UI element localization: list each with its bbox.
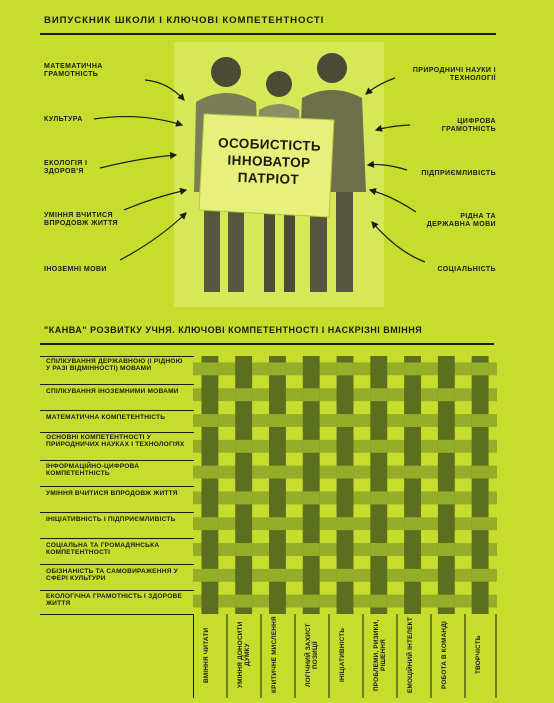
weave-crossing [337,466,354,479]
row-label: ОБІЗНАНІСТЬ ТА САМОВИРАЖЕННЯ У СФЕРІ КУЛЬТУРИ [46,568,178,583]
weave-crossing [235,440,252,453]
weave-crossing [438,388,455,401]
arrow-math [145,80,184,100]
arrow-sciences [366,78,395,94]
weave-crossing [235,388,252,401]
weave-crossing [370,388,387,401]
column-label: ЛОГІЧНИЙ ЗАХИСТ ПОЗИЦІЇ [305,623,320,687]
weave-crossing [404,517,421,530]
weave-crossing [472,569,489,582]
weave-crossing [370,440,387,453]
sign-line-2: ІННОВАТОР [227,152,311,171]
weave-crossing [404,362,421,375]
weave-crossing [303,595,320,608]
weave-crossing [303,543,320,556]
row-label: СПІЛКУВАННЯ ІНОЗЕМНИМИ МОВАМИ [46,388,179,395]
section-title-graduate: ВИПУСКНИК ШКОЛИ І КЛЮЧОВІ КОМПЕТЕНТНОСТІ [44,15,325,26]
section-title-canvas: "КАНВА" РОЗВИТКУ УЧНЯ. КЛЮЧОВІ КОМПЕТЕНТНОСТІ І НАСКРІЗНІ ВМІННЯ [44,325,423,335]
column-label: ІНІЦІАТИВНІСТЬ [339,627,346,683]
row-label: ЕКОЛОГІЧНА ГРАМОТНІСТЬ І ЗДОРОВЕ ЖИТТЯ [46,593,183,608]
sign-line-1: ОСОБИСТІСТЬ [217,135,322,154]
weave-crossing [337,414,354,427]
weave-crossing [201,466,218,479]
arrow-ecology [100,155,176,168]
arrow-entrepreneurship [368,165,407,170]
column-label: ВМІННЯ ЧИТАТИ [203,627,210,683]
arrow-culture [94,117,182,125]
weave-crossing [404,414,421,427]
weave-crossing [337,517,354,530]
label-sociality: СОЦІАЛЬНІСТЬ [437,266,496,273]
label-digital-literacy: ЦИФРОВА ГРАМОТНІСТЬ [441,118,496,133]
label-lifelong-learning: УМІННЯ ВЧИТИСЯ ВПРОДОВЖ ЖИТТЯ [44,212,118,227]
label-native-state-language: РІДНА ТА ДЕРЖАВНА МОВИ [426,213,496,228]
arrow-digital [376,125,410,130]
weave-crossing [370,491,387,504]
weave-crossing [370,595,387,608]
row-label: ІНФОРМАЦІЙНО-ЦИФРОВА КОМПЕТЕНТНІСТЬ [46,463,140,478]
column-label: ТВОРЧІСТЬ [475,635,482,675]
weave-crossing [337,362,354,375]
row-label: ІНІЦІАТИВНІСТЬ І ПІДПРИЄМЛИВІСТЬ [46,516,176,523]
column-label: ПРОБЛЕМИ, РИЗИКИ, РІШЕННЯ [373,619,388,691]
row-label: МАТЕМАТИЧНА КОМПЕТЕНТНІСТЬ [46,414,166,421]
weave-crossing [438,543,455,556]
arrow-sociality [372,222,425,262]
arrow-native-language [370,190,416,212]
weave-crossing [201,569,218,582]
row-label: УМІННЯ ВЧИТИСЯ ВПРОДОВЖ ЖИТТЯ [46,490,178,497]
label-ecology-health: ЕКОЛОГІЯ І ЗДОРОВ'Я [44,160,88,175]
weave-crossing [472,362,489,375]
arrow-languages [120,213,186,260]
label-culture: КУЛЬТУРА [44,116,83,123]
weave-crossing [438,595,455,608]
column-label: ЕМОЦІЙНИЙ ІНТЕЛЕКТ [407,616,414,694]
row-label: СОЦІАЛЬНА ТА ГРОМАДЯНСЬКА КОМПЕТЕНТНОСТІ [46,542,160,557]
weave-crossing [438,491,455,504]
divider [40,343,494,345]
weave-crossing [404,466,421,479]
weave-crossing [235,595,252,608]
sign-line-3: ПАТРІОТ [237,169,300,188]
weave-crossing [269,517,286,530]
weave-crossing [472,466,489,479]
weave-crossing [201,362,218,375]
weave-crossing [438,440,455,453]
weave-crossing [235,491,252,504]
row-label: СПІЛКУВАННЯ ДЕРЖАВНОЮ (І РІДНОЮ У РАЗІ ВІДМІННОСТІ) МОВАМИ [46,358,183,373]
column-label: КРИТИЧНЕ МИСЛЕННЯ [271,616,278,694]
weave-crossing [303,388,320,401]
label-entrepreneurship: ПІДПРИЄМЛИВІСТЬ [421,170,496,177]
weave-crossing [337,569,354,582]
weave-crossing [269,414,286,427]
row-label: ОСНОВНІ КОМПЕТЕНТНОСТІ У ПРИРОДНИЧИХ НАУКАХ І ТЕХНОЛОГІЯХ [46,434,185,449]
weave-crossing [269,466,286,479]
label-natural-sciences: ПРИРОДНИЧІ НАУКИ І ТЕХНОЛОГІЇ [412,67,496,82]
weave-crossing [404,569,421,582]
row-separators [40,356,196,616]
weave-crossing [303,491,320,504]
weave-crossing [201,517,218,530]
weave-crossing [201,414,218,427]
weave-canvas [193,356,497,614]
weave-crossing [235,543,252,556]
weave-crossing [269,362,286,375]
arrow-learning [124,190,186,210]
label-foreign-languages: ІНОЗЕМНІ МОВИ [44,266,107,273]
arrows [0,0,554,320]
weave-crossing [303,440,320,453]
weave-crossing [269,569,286,582]
weave-crossing [472,414,489,427]
column-label: РОБОТА В КОМАНДІ [441,621,448,689]
column-label: УМІННЯ ДОНОСИТИ ДУМКУ [237,621,252,689]
weave-crossing [370,543,387,556]
label-math-literacy: МАТЕМАТИЧНА ГРАМОТНІСТЬ [44,63,103,78]
weave-crossing [472,517,489,530]
